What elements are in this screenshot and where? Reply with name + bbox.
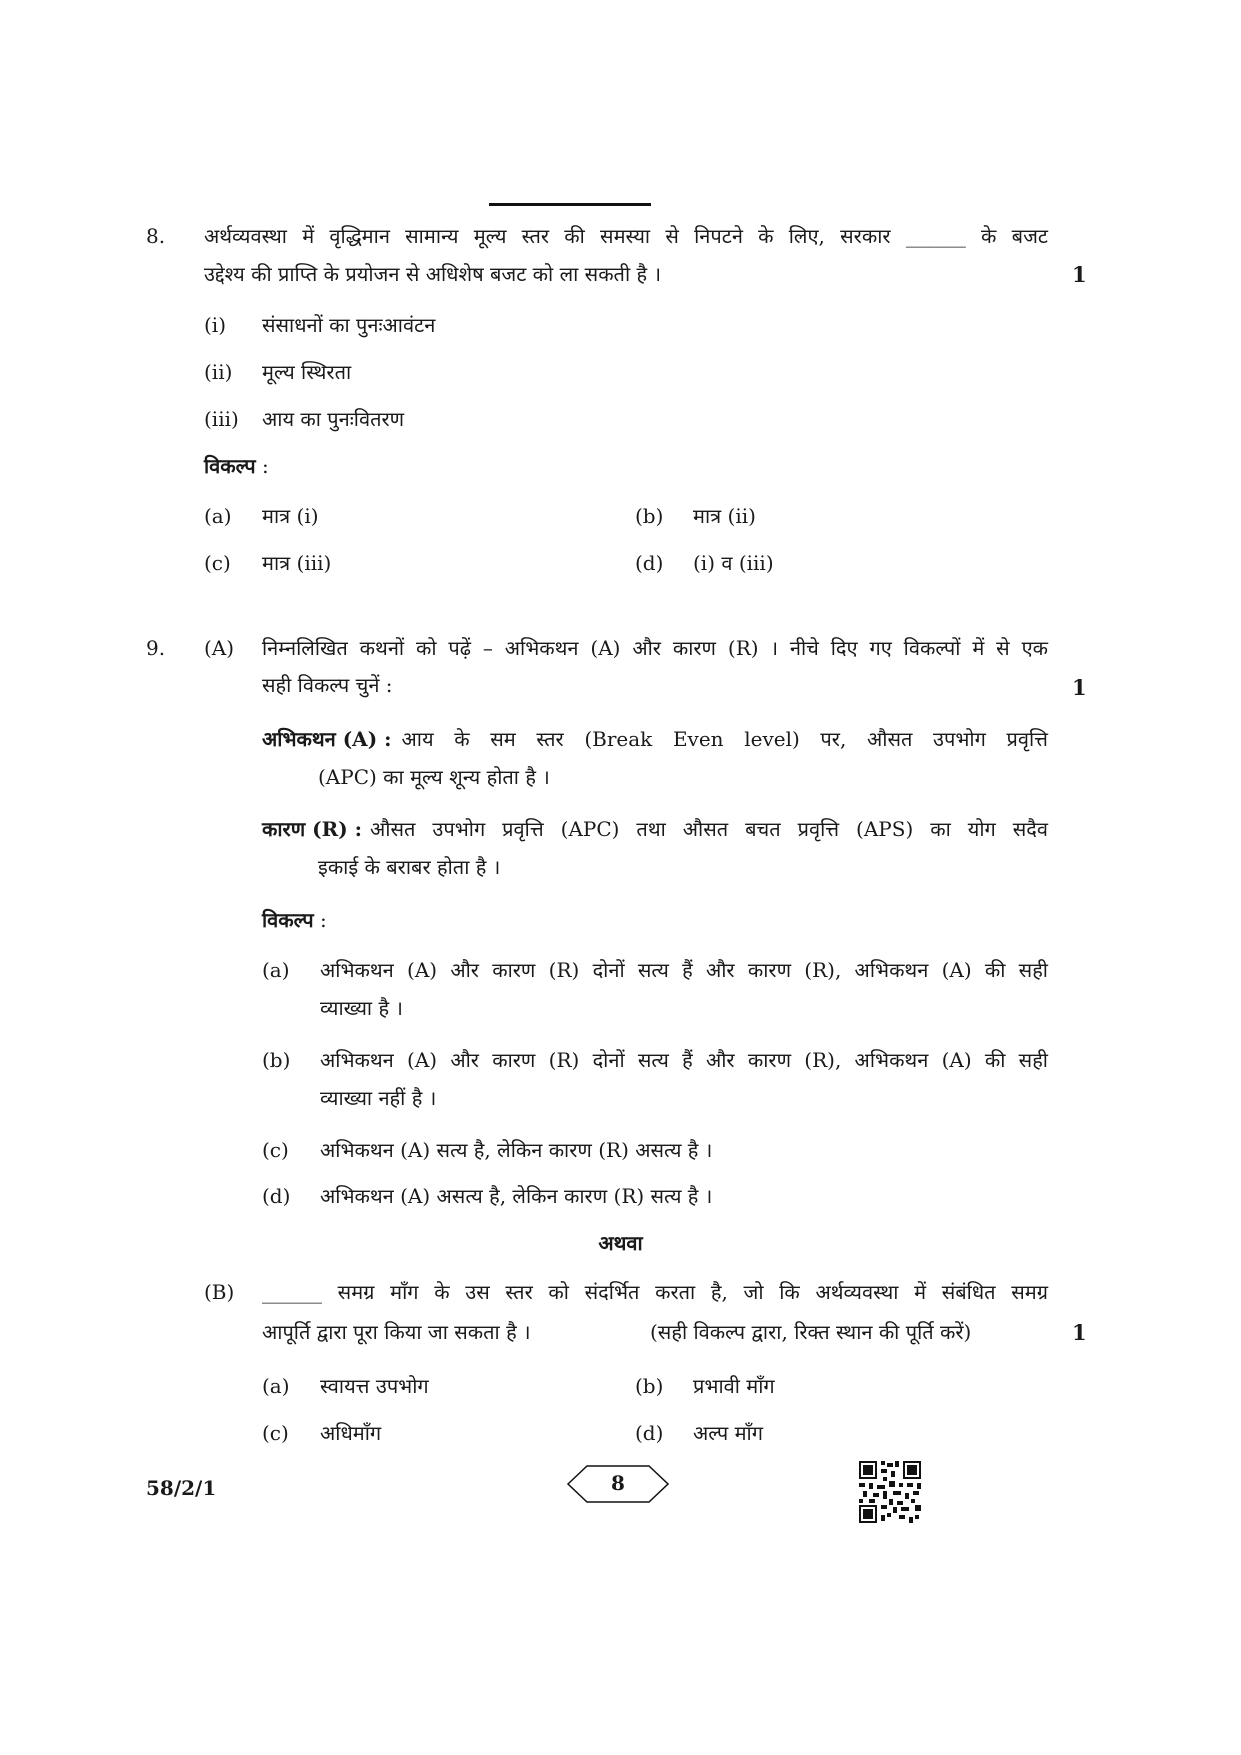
question-text-line: अर्थव्यवस्था में वृद्धिमान सामान्य मूल्य स्तर की समस्या से निपटने के लिए, सरकार ______ के बजट xyxy=(204,224,1048,248)
option-text: (i) व (iii) xyxy=(693,551,774,575)
statement-text: आय का पुनःवितरण xyxy=(262,407,405,431)
question-number: 9. xyxy=(146,636,166,660)
option-text: स्वायत्त उपभोग xyxy=(320,1374,429,1398)
option-text: अभिकथन (A) और कारण (R) दोनों सत्य हैं और कारण (R), अभिकथन (A) की सही xyxy=(320,1048,1048,1072)
top-rule xyxy=(489,203,651,206)
marks: 1 xyxy=(1072,675,1087,700)
options-heading-colon: : xyxy=(261,454,269,478)
option-label: (a) xyxy=(204,504,232,528)
qr-code-icon xyxy=(859,1461,921,1523)
option-text: अभिकथन (A) और कारण (R) दोनों सत्य हैं और कारण (R), अभिकथन (A) की सही xyxy=(320,958,1048,982)
option-text: मात्र (i) xyxy=(262,504,319,528)
option-text: अधिमाँग xyxy=(320,1421,382,1445)
option-label: (b) xyxy=(635,1374,664,1398)
option-text: मात्र (iii) xyxy=(262,551,332,575)
option-text: मात्र (ii) xyxy=(693,504,756,528)
assertion-text: आय के सम स्तर (Break Even level) पर, औसत उपभोग प्रवृत्ति xyxy=(401,727,1048,751)
reason-label: कारण (R) : xyxy=(262,817,363,841)
part-label: (B) xyxy=(204,1280,235,1304)
statement-text: संसाधनों का पुनःआवंटन xyxy=(262,313,436,337)
statement-label: (i) xyxy=(204,313,227,337)
option-text: अभिकथन (A) सत्य है, लेकिन कारण (R) असत्य है । xyxy=(320,1138,713,1162)
option-text: अल्प माँग xyxy=(693,1421,763,1445)
question-text-line: आपूर्ति द्वारा पूरा किया जा सकता है । xyxy=(262,1320,531,1344)
options-heading xyxy=(204,452,269,480)
question-text-line: सही विकल्प चुनें : xyxy=(262,673,393,697)
marks: 1 xyxy=(1072,262,1087,287)
fill-blank-instruction: (सही विकल्प द्वारा, रिक्त स्थान की पूर्ति करें) xyxy=(650,1320,972,1344)
statement-label: (iii) xyxy=(204,407,239,431)
options-heading-label: विकल्प xyxy=(262,908,314,932)
assertion-line xyxy=(262,725,1048,753)
question-text-line: निम्नलिखित कथनों को पढ़ें – अभिकथन (A) और कारण (R) । नीचे दिए गए विकल्पों में से एक xyxy=(262,636,1048,660)
option-text: व्याख्या है । xyxy=(320,996,404,1020)
paper-code: 58/2/1 xyxy=(146,1476,217,1500)
option-label: (a) xyxy=(262,1374,290,1398)
statement-label: (ii) xyxy=(204,360,233,384)
options-heading xyxy=(262,906,327,934)
assertion-text: (APC) का मूल्य शून्य होता है । xyxy=(318,765,550,789)
option-text: अभिकथन (A) असत्य है, लेकिन कारण (R) सत्य है । xyxy=(320,1184,713,1208)
question-text-line: ______ समग्र माँग के उस स्तर को संदर्भित करता है, जो कि अर्थव्यवस्था में संबंधित समग्र xyxy=(262,1280,1048,1304)
options-heading-label: विकल्प xyxy=(204,454,256,478)
option-text: प्रभावी माँग xyxy=(693,1374,775,1398)
marks: 1 xyxy=(1072,1320,1087,1345)
reason-text: इकाई के बराबर होता है । xyxy=(318,855,501,879)
option-text: व्याख्या नहीं है । xyxy=(320,1086,437,1110)
page-number: 8 xyxy=(611,1471,625,1495)
reason-text: औसत उपभोग प्रवृत्ति (APC) तथा औसत बचत प्रवृत्ति (APS) का योग सदैव xyxy=(370,817,1048,841)
or-divider: अथवा xyxy=(598,1231,643,1255)
question-number: 8. xyxy=(146,224,166,248)
statement-text: मूल्य स्थिरता xyxy=(262,360,352,384)
option-label: (b) xyxy=(635,504,664,528)
part-label: (A) xyxy=(204,636,235,660)
options-heading-colon: : xyxy=(319,908,327,932)
option-label: (d) xyxy=(262,1184,291,1208)
reason-line xyxy=(262,815,1048,843)
option-label: (d) xyxy=(635,1421,664,1445)
option-label: (c) xyxy=(204,551,231,575)
option-label: (a) xyxy=(262,958,290,982)
assertion-label: अभिकथन (A) : xyxy=(262,727,392,751)
option-label: (c) xyxy=(262,1138,289,1162)
option-label: (c) xyxy=(262,1421,289,1445)
option-label: (b) xyxy=(262,1048,291,1072)
question-text-line: उद्देश्य की प्राप्ति के प्रयोजन से अधिशेष बजट को ला सकती है । xyxy=(204,262,662,286)
option-label: (d) xyxy=(635,551,664,575)
